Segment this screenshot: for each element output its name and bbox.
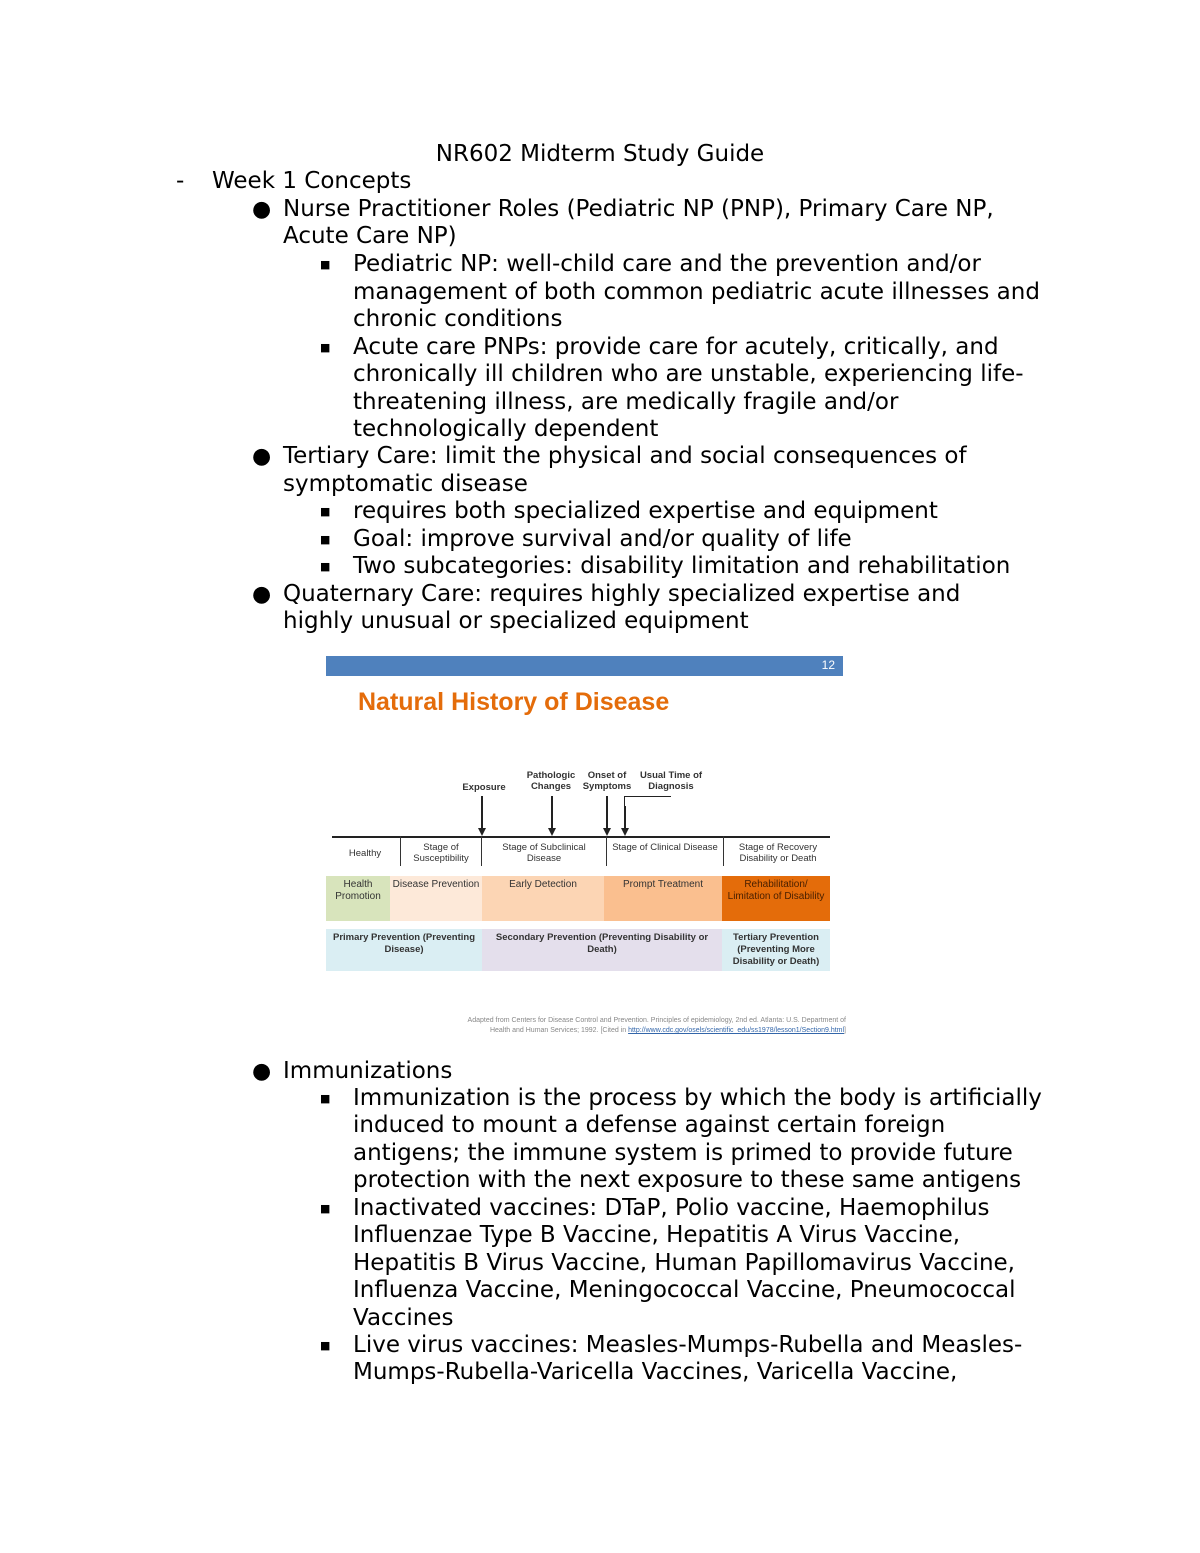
arrow-pathologic: [551, 796, 553, 828]
bullet-square: ■: [320, 505, 331, 518]
caption-line2-text: Health and Human Services; 1992. [Cited in: [489, 1027, 627, 1034]
quaternary-line1: Quaternary Care: requires highly specialized expertise and: [283, 581, 961, 607]
cell-disease-prevention: Disease Prevention: [390, 876, 482, 921]
bullet-square: ■: [320, 533, 331, 546]
figure-caption: [366, 1016, 846, 1036]
stage-subclinical: Stage of Subclinical Disease: [502, 842, 586, 864]
cell-early-detection: Early Detection: [482, 876, 604, 921]
document-title: NR602 Midterm Study Guide: [435, 141, 765, 167]
roles-heading-line2: Acute Care NP): [283, 223, 457, 249]
timeline-tick: [400, 836, 401, 866]
roles-item-line: Acute care PNPs: provide care for acutely, critically, and: [353, 334, 999, 360]
tertiary-item: Goal: improve survival and/or quality of life: [353, 526, 852, 552]
timeline-tick: [723, 836, 724, 866]
cell-prompt-treatment: Prompt Treatment: [604, 876, 722, 921]
immunization-item-line: Mumps-Rubella-Varicella Vaccines, Varicella Vaccine,: [353, 1359, 958, 1385]
event-onset: Onset of Symptoms: [582, 770, 632, 792]
stage-recovery: Stage of Recovery Disability or Death: [738, 842, 818, 864]
stage-susceptibility: Stage of Susceptibility: [413, 842, 469, 864]
immunizations-heading: Immunizations: [283, 1058, 453, 1084]
roles-item-line: threatening illness, are medically fragile and/or: [353, 389, 899, 415]
immunization-item-line: antigens; the immune system is primed to provide future: [353, 1140, 1013, 1166]
arrow-head: [621, 828, 629, 836]
arrow-diagnosis: [624, 806, 626, 828]
arrow-head: [548, 828, 556, 836]
bullet-square: ■: [320, 1202, 331, 1215]
natural-history-figure: [326, 656, 886, 1052]
caption-link[interactable]: http://www.cdc.gov/osels/scientific_edu/ss1978/lesson1/Section9.html: [628, 1027, 845, 1034]
timeline-tick: [606, 836, 607, 866]
caption-line2-end: ]: [844, 1027, 846, 1034]
bullet-dot: ●: [252, 444, 272, 469]
immunization-item-line: protection with the next exposure to these same antigens: [353, 1167, 1022, 1193]
cell-secondary-prevention: Secondary Prevention (Preventing Disability or Death): [482, 929, 722, 971]
arrow-exposure: [481, 796, 483, 828]
caption-line1: Adapted from Centers for Disease Control and Prevention. Principles of epidemiology, 2nd ed. Atlanta: U.S. Department of: [467, 1017, 846, 1024]
event-pathologic: Pathologic Changes: [526, 770, 576, 792]
slide-title: Natural History of Disease: [358, 688, 670, 716]
timeline-tick: [481, 836, 482, 866]
roles-heading-line1: Nurse Practitioner Roles (Pediatric NP (PNP), Primary Care NP,: [283, 196, 994, 222]
dash-marker: -: [176, 168, 185, 194]
tertiary-heading-line2: symptomatic disease: [283, 471, 528, 497]
quaternary-line2: highly unusual or specialized equipment: [283, 608, 749, 634]
bullet-square: ■: [320, 341, 331, 354]
bullet-square: ■: [320, 1092, 331, 1105]
roles-item-line: technologically dependent: [353, 416, 659, 442]
slide-number: 12: [821, 658, 835, 672]
tertiary-heading-line1: Tertiary Care: limit the physical and social consequences of: [283, 443, 967, 469]
bullet-square: ■: [320, 258, 331, 271]
bullet-dot: ●: [252, 197, 272, 222]
tertiary-item: Two subcategories: disability limitation and rehabilitation: [353, 553, 1011, 579]
diagnosis-bracket: [624, 796, 671, 807]
bullet-square: ■: [320, 1339, 331, 1352]
arrow-head: [478, 828, 486, 836]
immunization-item-line: Immunization is the process by which the body is artificially: [353, 1085, 1042, 1111]
cell-rehabilitation: Rehabilitation/ Limitation of Disability: [722, 876, 830, 921]
immunization-item-line: Hepatitis B Virus Vaccine, Human Papillomavirus Vaccine,: [353, 1250, 1015, 1276]
roles-item-line: management of both common pediatric acute illnesses and: [353, 279, 1040, 305]
week-heading: Week 1 Concepts: [212, 168, 412, 194]
immunization-item-line: Live virus vaccines: Measles-Mumps-Rubella and Measles-: [353, 1332, 1023, 1358]
bullet-dot: ●: [252, 1059, 272, 1084]
immunization-item-line: Inactivated vaccines: DTaP, Polio vaccine, Haemophilus: [353, 1195, 990, 1221]
immunization-item-line: induced to mount a defense against certain foreign: [353, 1112, 946, 1138]
timeline: [332, 836, 830, 838]
cell-tertiary-prevention: Tertiary Prevention (Preventing More Disability or Death): [722, 929, 830, 971]
stage-healthy: Healthy: [348, 848, 382, 859]
arrow-onset: [606, 796, 608, 828]
roles-item-line: chronically ill children who are unstable, experiencing life-: [353, 361, 1024, 387]
cell-health-promotion: Health Promotion: [326, 876, 390, 921]
roles-item-line: chronic conditions: [353, 306, 563, 332]
immunization-item-line: Influenzae Type B Vaccine, Hepatitis A Virus Vaccine,: [353, 1222, 961, 1248]
bullet-square: ■: [320, 560, 331, 573]
immunization-item-line: Influenza Vaccine, Meningococcal Vaccine, Pneumococcal: [353, 1277, 1016, 1303]
caption-line2: [366, 1026, 846, 1036]
stage-clinical: Stage of Clinical Disease: [612, 842, 718, 853]
slide-header-bar: [326, 656, 843, 676]
bullet-dot: ●: [252, 582, 272, 607]
cell-primary-prevention: Primary Prevention (Preventing Disease): [326, 929, 482, 971]
arrow-head: [603, 828, 611, 836]
roles-item-line: Pediatric NP: well-child care and the prevention and/or: [353, 251, 981, 277]
immunization-item-line: Vaccines: [353, 1305, 454, 1331]
event-diagnosis: Usual Time of Diagnosis: [639, 770, 703, 792]
tertiary-item: requires both specialized expertise and equipment: [353, 498, 938, 524]
event-exposure: Exposure: [462, 782, 506, 793]
